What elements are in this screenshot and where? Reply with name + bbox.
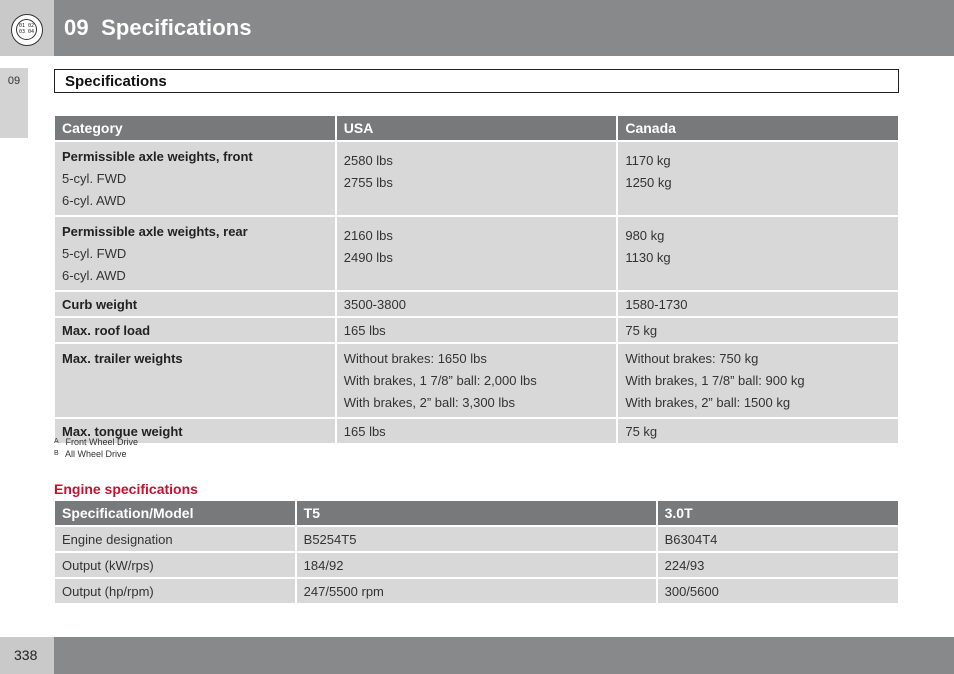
- category-sub: 6-cyl. AWD: [62, 193, 126, 208]
- category-label: Max. trailer weights: [62, 351, 183, 366]
- cell-value: Without brakes: 1650 lbs: [343, 351, 487, 366]
- category-label: Curb weight: [62, 296, 138, 312]
- cell-value: With brakes, 1 7/8” ball: 900 kg: [625, 373, 805, 388]
- canada-cell: [618, 142, 898, 215]
- 3-0t-cell: 224/93: [658, 553, 898, 577]
- usa-cell: 3500-3800: [337, 292, 617, 316]
- category-sub: 6-cyl. AWD: [62, 268, 126, 283]
- column-header-t5: T5: [297, 501, 656, 525]
- cell-value: With brakes, 2” ball: 3,300 lbs: [343, 395, 516, 410]
- cell-value: 2160 lbs: [343, 228, 393, 243]
- table-row: [55, 579, 898, 603]
- usa-cell: 165 lbs: [337, 419, 617, 443]
- cell-value: With brakes, 1 7/8” ball: 2,000 lbs: [343, 373, 537, 388]
- canada-cell: 1580-1730: [618, 292, 898, 316]
- column-header-usa: USA: [337, 116, 617, 140]
- 3-0t-cell: B6304T4: [658, 527, 898, 551]
- section-heading-box: [54, 69, 899, 93]
- side-tab-label: 09: [7, 75, 21, 87]
- table-row: [55, 527, 898, 551]
- column-header-spec-model: Specification/Model: [55, 501, 295, 525]
- page-number: 338: [14, 647, 38, 663]
- t5-cell: 184/92: [297, 553, 656, 577]
- category-cell: [55, 318, 335, 342]
- footnotes: [54, 436, 138, 460]
- table-row: [55, 318, 898, 342]
- cell-value: 2490 lbs: [343, 250, 393, 265]
- canada-cell: 75 kg: [618, 419, 898, 443]
- category-label: Permissible axle weights, front: [62, 149, 253, 164]
- canada-cell: [618, 344, 898, 417]
- cell-value: 980 kg: [625, 228, 665, 243]
- table-row: [55, 217, 898, 290]
- table-row: [55, 419, 898, 443]
- column-header-category: Category: [55, 116, 335, 140]
- cell-value: Without brakes: 750 kg: [625, 351, 759, 366]
- cell-value: 1170 kg: [625, 153, 671, 168]
- category-label: Max. roof load: [62, 322, 151, 338]
- engine-table: [53, 499, 900, 605]
- 3-0t-cell: 300/5600: [658, 579, 898, 603]
- category-cell: [55, 344, 335, 417]
- footnote-text: Front Wheel Drive: [65, 437, 139, 447]
- column-header-canada: Canada: [618, 116, 898, 140]
- engine-table-header-row: [55, 501, 898, 525]
- usa-cell: [337, 142, 617, 215]
- footnote: [54, 436, 138, 448]
- category-sub: 5-cyl. FWD: [62, 171, 127, 186]
- category-cell: [55, 217, 335, 290]
- footnote: [54, 448, 138, 460]
- section-title: Specifications: [65, 73, 167, 90]
- chapter-title: 09 Specifications: [64, 15, 252, 40]
- header-icon-box: [0, 0, 54, 56]
- spec-name-cell: Output (hp/rpm): [55, 579, 295, 603]
- cell-value: 1130 kg: [625, 250, 671, 265]
- spec-table: [53, 114, 900, 445]
- spec-name-cell: Engine designation: [55, 527, 295, 551]
- t5-cell: B5254T5: [297, 527, 656, 551]
- footnote-text: All Wheel Drive: [65, 449, 127, 459]
- category-cell: [55, 142, 335, 215]
- category-label: Max. tongue weight: [62, 423, 183, 439]
- column-header-3-0t: 3.0T: [658, 501, 898, 525]
- category-cell: [55, 292, 335, 316]
- table-row: [55, 292, 898, 316]
- cell-value: 2755 lbs: [343, 175, 393, 190]
- usa-cell: [337, 217, 617, 290]
- table-row: [55, 142, 898, 215]
- table-row: [55, 553, 898, 577]
- canada-cell: 75 kg: [618, 318, 898, 342]
- table-row: [55, 344, 898, 417]
- engine-specs-title: Engine specifications: [54, 481, 198, 497]
- t5-cell: 247/5500 rpm: [297, 579, 656, 603]
- footnote-mark: B: [54, 450, 59, 457]
- chapter-logo-icon: [11, 14, 43, 46]
- footnote-mark: A: [54, 438, 59, 445]
- usa-cell: 165 lbs: [337, 318, 617, 342]
- cell-value: With brakes, 2” ball: 1500 kg: [625, 395, 791, 410]
- canada-cell: [618, 217, 898, 290]
- spec-table-header-row: [55, 116, 898, 140]
- logo-inner: [16, 19, 37, 40]
- category-label: Permissible axle weights, rear: [62, 224, 248, 239]
- footer-bar: [54, 637, 954, 674]
- category-sub: 5-cyl. FWD: [62, 246, 127, 261]
- cell-value: 1250 kg: [625, 175, 672, 190]
- cell-value: 2580 lbs: [343, 153, 393, 168]
- usa-cell: [337, 344, 617, 417]
- logo-text: 01 02 03 04: [18, 23, 35, 35]
- spec-name-cell: Output (kW/rps): [55, 553, 295, 577]
